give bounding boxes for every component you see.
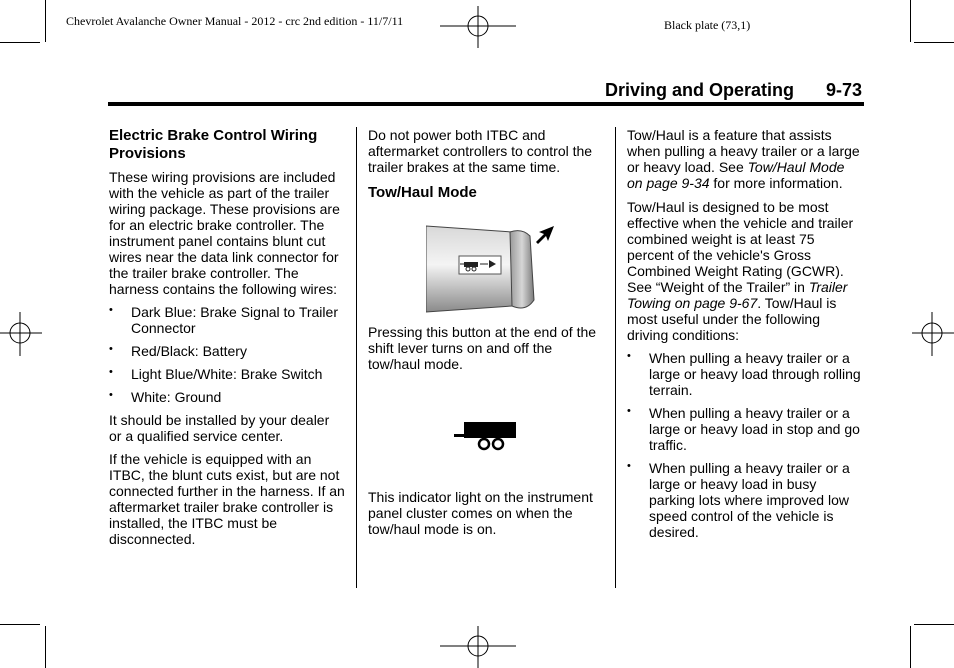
- list-item: • When pulling a heavy trailer or a large or heavy load through rolling terrain.: [627, 350, 863, 398]
- controller-warning-paragraph: Do not power both ITBC and aftermarket controllers to control the trailer brakes at the same time.: [368, 127, 593, 175]
- section-rule: [108, 102, 864, 106]
- tow-haul-feature-paragraph: Tow/Haul is a feature that assists when pulling a heavy trailer or a large or heavy load. See Tow/Haul Mode on page 9-34 for more information.: [627, 127, 860, 191]
- list-item: • When pulling a heavy trailer or a large or heavy load in stop and go traffic.: [627, 405, 863, 453]
- button-paragraph: Pressing this button at the end of the shift lever turns on and off the tow/haul mode.: [368, 324, 597, 372]
- column-divider: [356, 127, 357, 588]
- column-2-bottom: [368, 489, 608, 544]
- column-2: [368, 127, 604, 208]
- column-divider: [615, 127, 616, 588]
- tow-haul-heading: Tow/Haul Mode: [368, 184, 477, 201]
- trailer-towing-reference: Trailer Towing on page 9-67: [627, 279, 848, 311]
- tow-haul-reference: Tow/Haul Mode on page 9-34: [627, 159, 845, 191]
- itbc-paragraph: If the vehicle is equipped with an ITBC, the blunt cuts exist, but are not connected further in the harness. If an aftermarket trailer brake controller is installed, the ITBC must be disconnected.: [109, 451, 345, 547]
- column-2-lower: [368, 324, 604, 379]
- section-title: Driving and Operating: [604, 80, 794, 100]
- tow-haul-indicator-icon: [454, 420, 518, 454]
- list-item: • Light Blue/White: Brake Switch: [109, 366, 345, 382]
- list-item: • Red/Black: Battery: [109, 343, 345, 359]
- column-1: [109, 127, 345, 554]
- indicator-paragraph: This indicator light on the instrument panel cluster comes on when the tow/haul mode is on.: [368, 489, 593, 537]
- wire-list: [109, 304, 345, 405]
- registration-mark-left-icon: [0, 312, 42, 356]
- column-3: [627, 127, 863, 547]
- wiring-paragraph: These wiring provisions are included with the vehicle as part of the trailer wiring package. These provisions are for an electric brake controller. The instrument panel contains blunt cut wires near the data link connector for the trailer brake controller. The harness contains the following wires:: [109, 169, 340, 297]
- plate-label: Black plate (73,1): [664, 18, 751, 32]
- registration-mark-top-icon: [440, 6, 516, 48]
- registration-mark-right-icon: [912, 312, 954, 356]
- electric-brake-heading: Electric Brake Control Wiring Provisions: [109, 127, 318, 162]
- manual-info: Chevrolet Avalanche Owner Manual - 2012 - crc 2nd edition - 11/7/11: [66, 14, 404, 28]
- page-number: 9-73: [826, 80, 863, 100]
- installation-paragraph: It should be installed by your dealer or a qualified service center.: [109, 412, 330, 444]
- list-item: • White: Ground: [109, 389, 345, 405]
- list-item: • Dark Blue: Brake Signal to Trailer Connector: [109, 304, 345, 336]
- tow-haul-design-paragraph: Tow/Haul is designed to be most effective when the vehicle and trailer combined weight is at least 75 percent of the vehicle's Gross Combined Weight Rating (GCWR). See “Weight of the Trailer” in Trailer Towing on page 9-67. Tow/Haul is most useful under the following driving conditions:: [627, 199, 854, 343]
- registration-mark-bottom-icon: [440, 626, 516, 668]
- conditions-list: [627, 350, 863, 540]
- shift-lever-tow-haul-button-icon: [426, 222, 566, 314]
- list-item: • When pulling a heavy trailer or a large or heavy load in busy parking lots where improved low speed control of the vehicle is desired.: [627, 460, 863, 540]
